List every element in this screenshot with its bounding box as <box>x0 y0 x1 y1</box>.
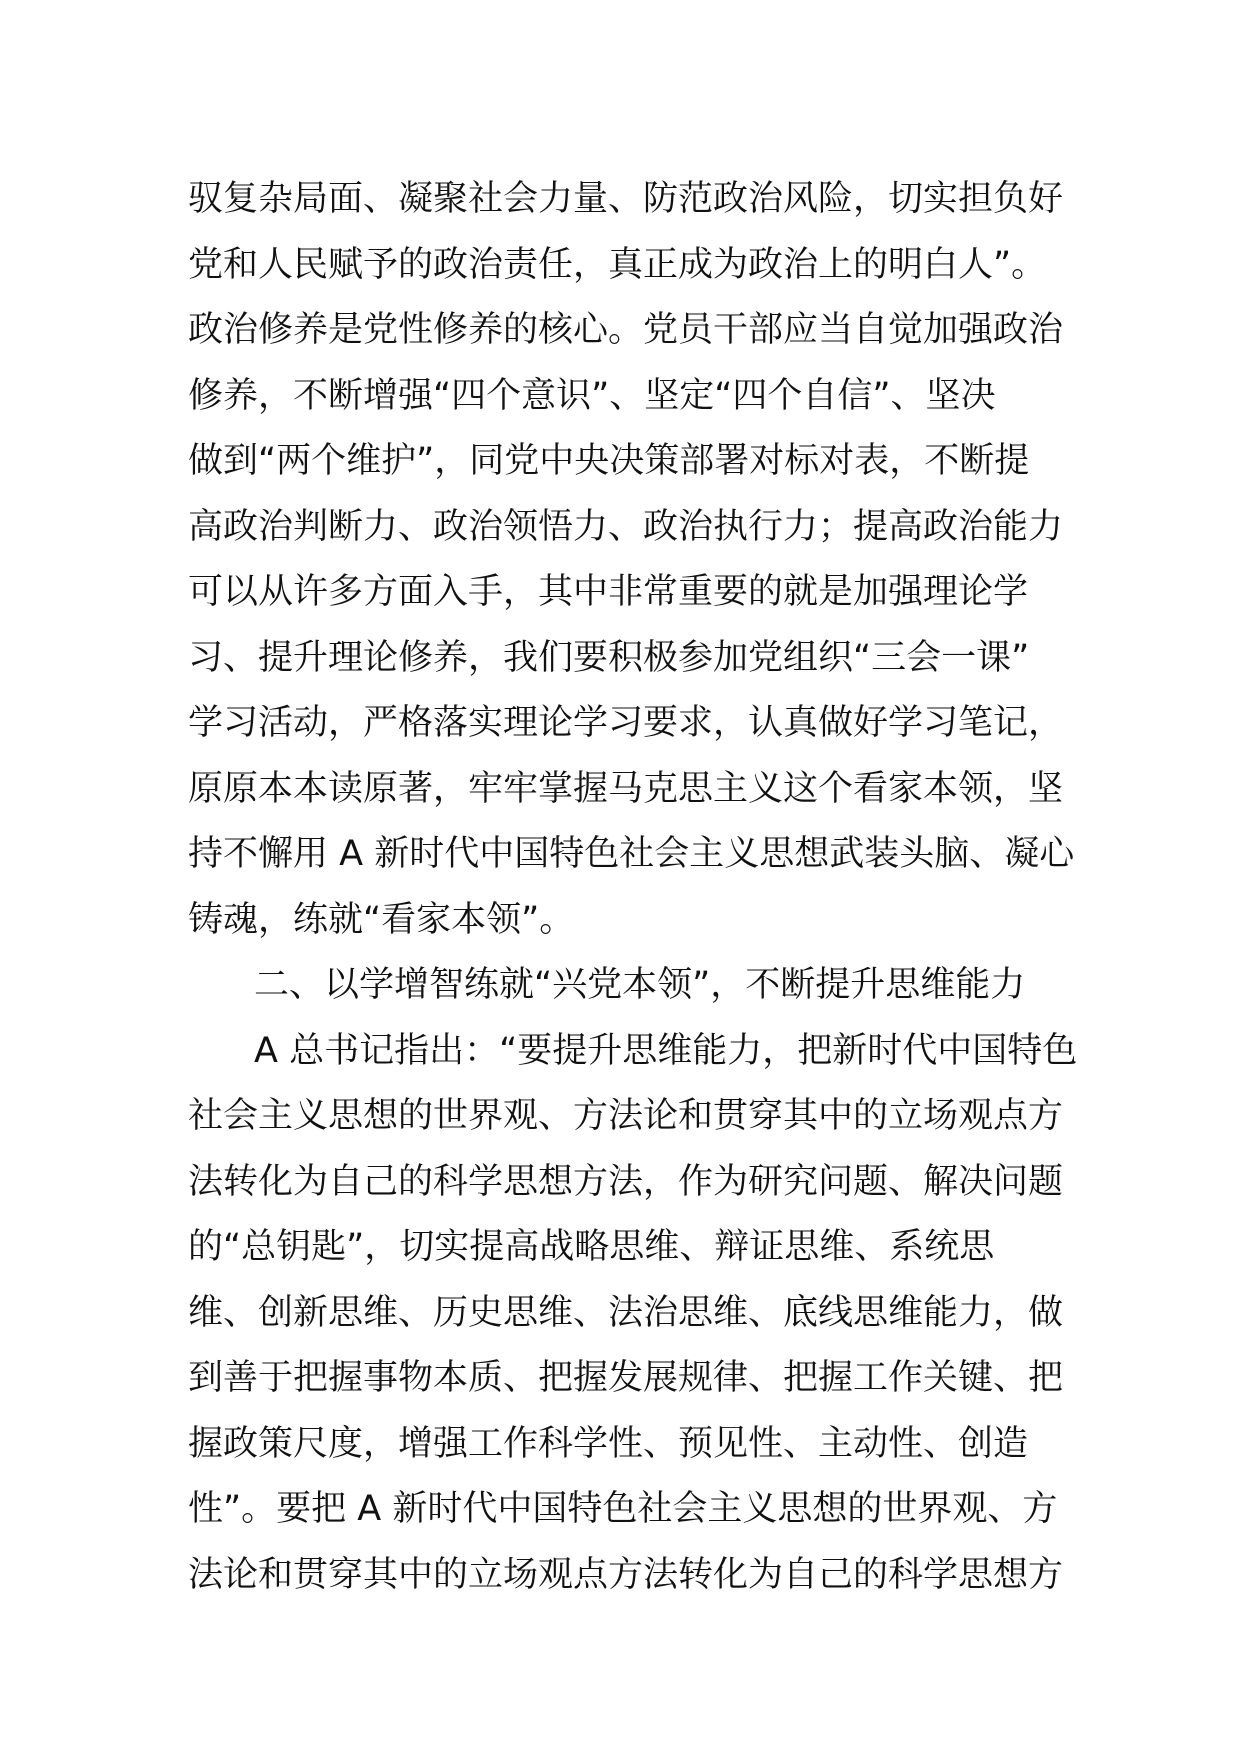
body-text-line: 政治修养是党性修养的核心。党员干部应当自觉加强政治 <box>188 310 1064 350</box>
body-text-line: 握政策尺度，增强工作科学性、预见性、主动性、创造 <box>188 1423 1029 1464</box>
body-text-line: 做到“两个维护”，同党中央决策部署对标对表，不断提 <box>188 441 1030 481</box>
body-text-line: 驭复杂局面、凝聚社会力量、防范政治风险，切实担负好 <box>188 179 1064 219</box>
body-text-line: 持不懈用 A 新时代中国特色社会主义思想武装头脑、凝心 <box>188 834 1075 874</box>
body-text-line: 可以从许多方面入手，其中非常重要的就是加强理论学 <box>188 572 1029 612</box>
body-text-line: 法转化为自己的科学思想方法，作为研究问题、解决问题 <box>188 1161 1064 1202</box>
body-text-line: 修养，不断增强“四个意识”、坚定“四个自信”、坚决 <box>188 375 996 416</box>
body-text-line: 铸魂，练就“看家本领”。 <box>188 899 575 940</box>
body-text-line: 到善于把握事物本质、把握发展规律、把握工作关键、把 <box>188 1358 1064 1398</box>
body-text-line: 党和人民赋予的政治责任，真正成为政治上的明白人”。 <box>188 244 1047 285</box>
body-text-line: 高政治判断力、政治领悟力、政治执行力；提高政治能力 <box>188 506 1064 547</box>
body-text-line: 习、提升理论修养，我们要积极参加党组织“三会一课” <box>188 637 1030 678</box>
body-text-line: 维、创新思维、历史思维、法治思维、底线思维能力，做 <box>188 1292 1064 1333</box>
body-text-line: 的“总钥匙”，切实提高战略思维、辩证思维、系统思 <box>188 1227 995 1267</box>
body-text-line: 法论和贯穿其中的立场观点方法转化为自己的科学思想方 <box>188 1554 1064 1595</box>
section-heading: 二、以学增智练就“兴党本领”，不断提升思维能力 <box>254 965 1026 1005</box>
body-text-line: 原原本本读原著，牢牢掌握马克思主义这个看家本领，坚 <box>188 768 1064 809</box>
body-text-line: 社会主义思想的世界观、方法论和贯穿其中的立场观点方 <box>188 1096 1064 1136</box>
paragraph-first-line: A 总书记指出：“要提升思维能力，把新时代中国特色 <box>254 1030 1078 1071</box>
document-body <box>188 167 1078 1608</box>
body-text-line: 学习活动，严格落实理论学习要求，认真做好学习笔记， <box>188 703 1064 743</box>
body-text-line: 性”。要把 A 新时代中国特色社会主义思想的世界观、方 <box>188 1489 1058 1529</box>
